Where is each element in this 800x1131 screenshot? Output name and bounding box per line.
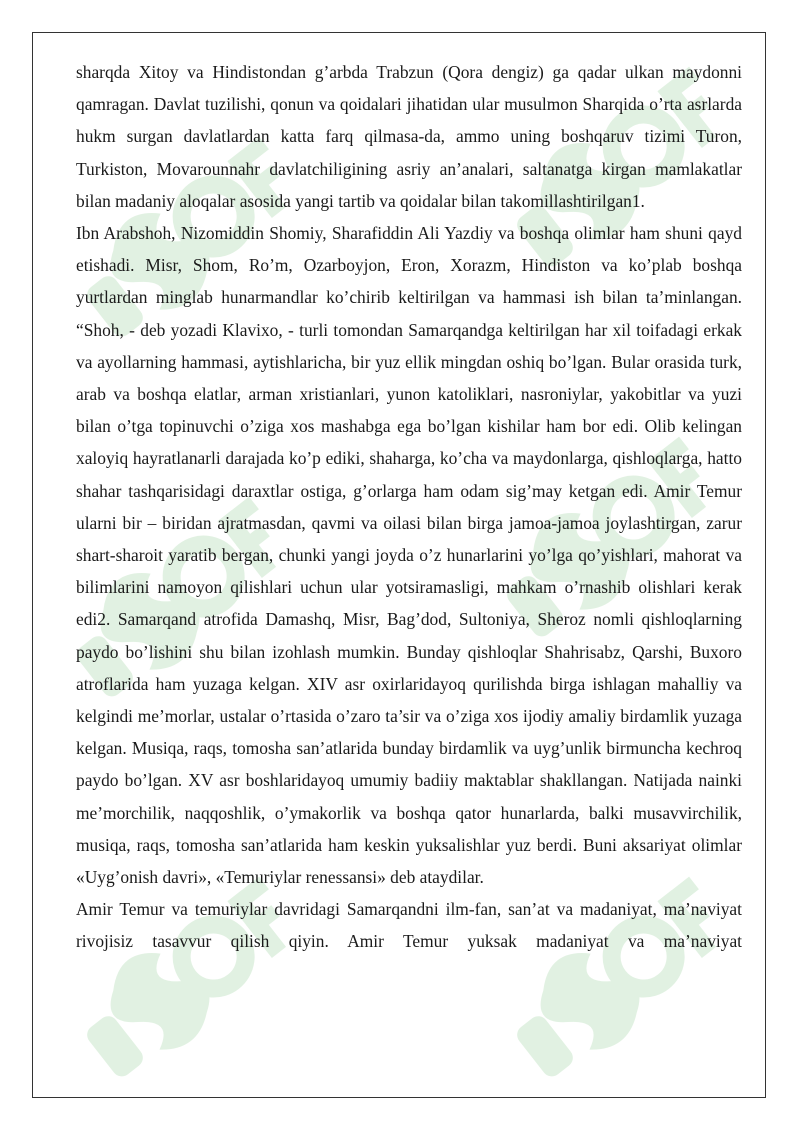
- paragraph-2: Ibn Arabshoh, Nizomiddin Shomiy, Sharafiddin Ali Yazdiy va boshqa olimlar ham shuni qayd etishadi. Misr, Shom, Ro’m, Ozarboyjon, Eron, Xorazm, Hindiston va ko’plab boshqa yurtlardan minglab hunarmandlar ko’chirib keltirilgan va hammasi ish bilan ta’minlangan. “Shoh, - deb yozadi Klavixo, - turli tomondan Samarqandga keltirilgan har xil toifadagi erkak va ayollarning hammasi, aytishlaricha, bir yuz ellik mingdan oshiq bo’lgan. Bular orasida turk, arab va boshqa elatlar, arman xristianlari, yunon katoliklari, nasroniylar, yakobitlar va yuzi bilan o’tga topinuvchi o’ziga xos mashabga ega bo’lgan kishilar ham bor edi. Olib kelingan xaloyiq hayratlanarli darajada ko’p ediki, shaharga, ko’cha va maydonlarga, qishloqlarga, hatto shahar tashqarisidagi daraxtlar ostiga, g’orlarga ham odam sig’may ketgan edi. Amir Temur ularni bir – biridan ajratmasdan, qavmi va oilasi bilan birga jamoa-jamoa joylashtirgan, zarur shart-sharoit yaratib bergan, chunki yangi joyda o’z hunarlarini yo’lga qo’yishlari, mahorat va bilimlarini namoyon qilishlari uchun ular yotsiramasligi, mahkam o’rnashib olishlari kerak edi2. Samarqand atrofida Damashq, Misr, Bag’dod, Sultoniya, Sheroz nomli qishloqlarning paydo bo’lishini shu bilan izohlash mumkin. Bunday qishloqlar Shahrisabz, Qarshi, Buxoro atroflarida ham yuzaga kelgan. XIV asr oxirlaridayoq qurilishda birga ishlagan mahalliy va kelgindi me’morlar, ustalar o’rtasida o’zaro ta’sir va o’ziga xos ijodiy amaliy birdamlik yuzaga kelgan. Musiqa, raqs, tomosha san’atlarida bunday birdamlik va uyg’unlik birmuncha kechroq paydo bo’lgan. XV asr boshlaridayoq umumiy badiiy maktablar shakllangan. Natijada nainki me’morchilik, naqqoshlik, o’ymakorlik va boshqa qator hunarlarda, balki musavvirchilik, musiqa, raqs, tomosha san’atlarida ham keskin yuksalishlar yuz berdi. Buni aksariyat olimlar «Uyg’onish davri», «Temuriylar renessansi» deb ataydilar.: [76, 223, 742, 888]
- paragraph-1: sharqda Xitoy va Hindistondan g’arbda Trabzun (Qora dengiz) ga qadar ulkan maydonni qamragan. Davlat tuzilishi, qonun va qoidalari jihatidan ular musulmon Sharqida o’rta asrlarda hukm surgan davlatlardan katta farq qilmasa-da, ammo uning boshqaruv tizimi Turon, Turkiston, Movarounnahr davlatchiligining asriy an’analari, saltanatga kirgan mamlakatlar bilan madaniy aloqalar asosida yangi tartib va qoidalar bilan takomillashtirilgan1.: [76, 62, 742, 211]
- paragraph-3: Amir Temur va temuriylar davridagi Samarqandni ilm-fan, san’at va madaniyat, ma’naviyat rivojisiz tasavvur qilish qiyin. Amir Temur yuksak madaniyat va ma’naviyat: [76, 899, 742, 952]
- document-body: [76, 56, 742, 958]
